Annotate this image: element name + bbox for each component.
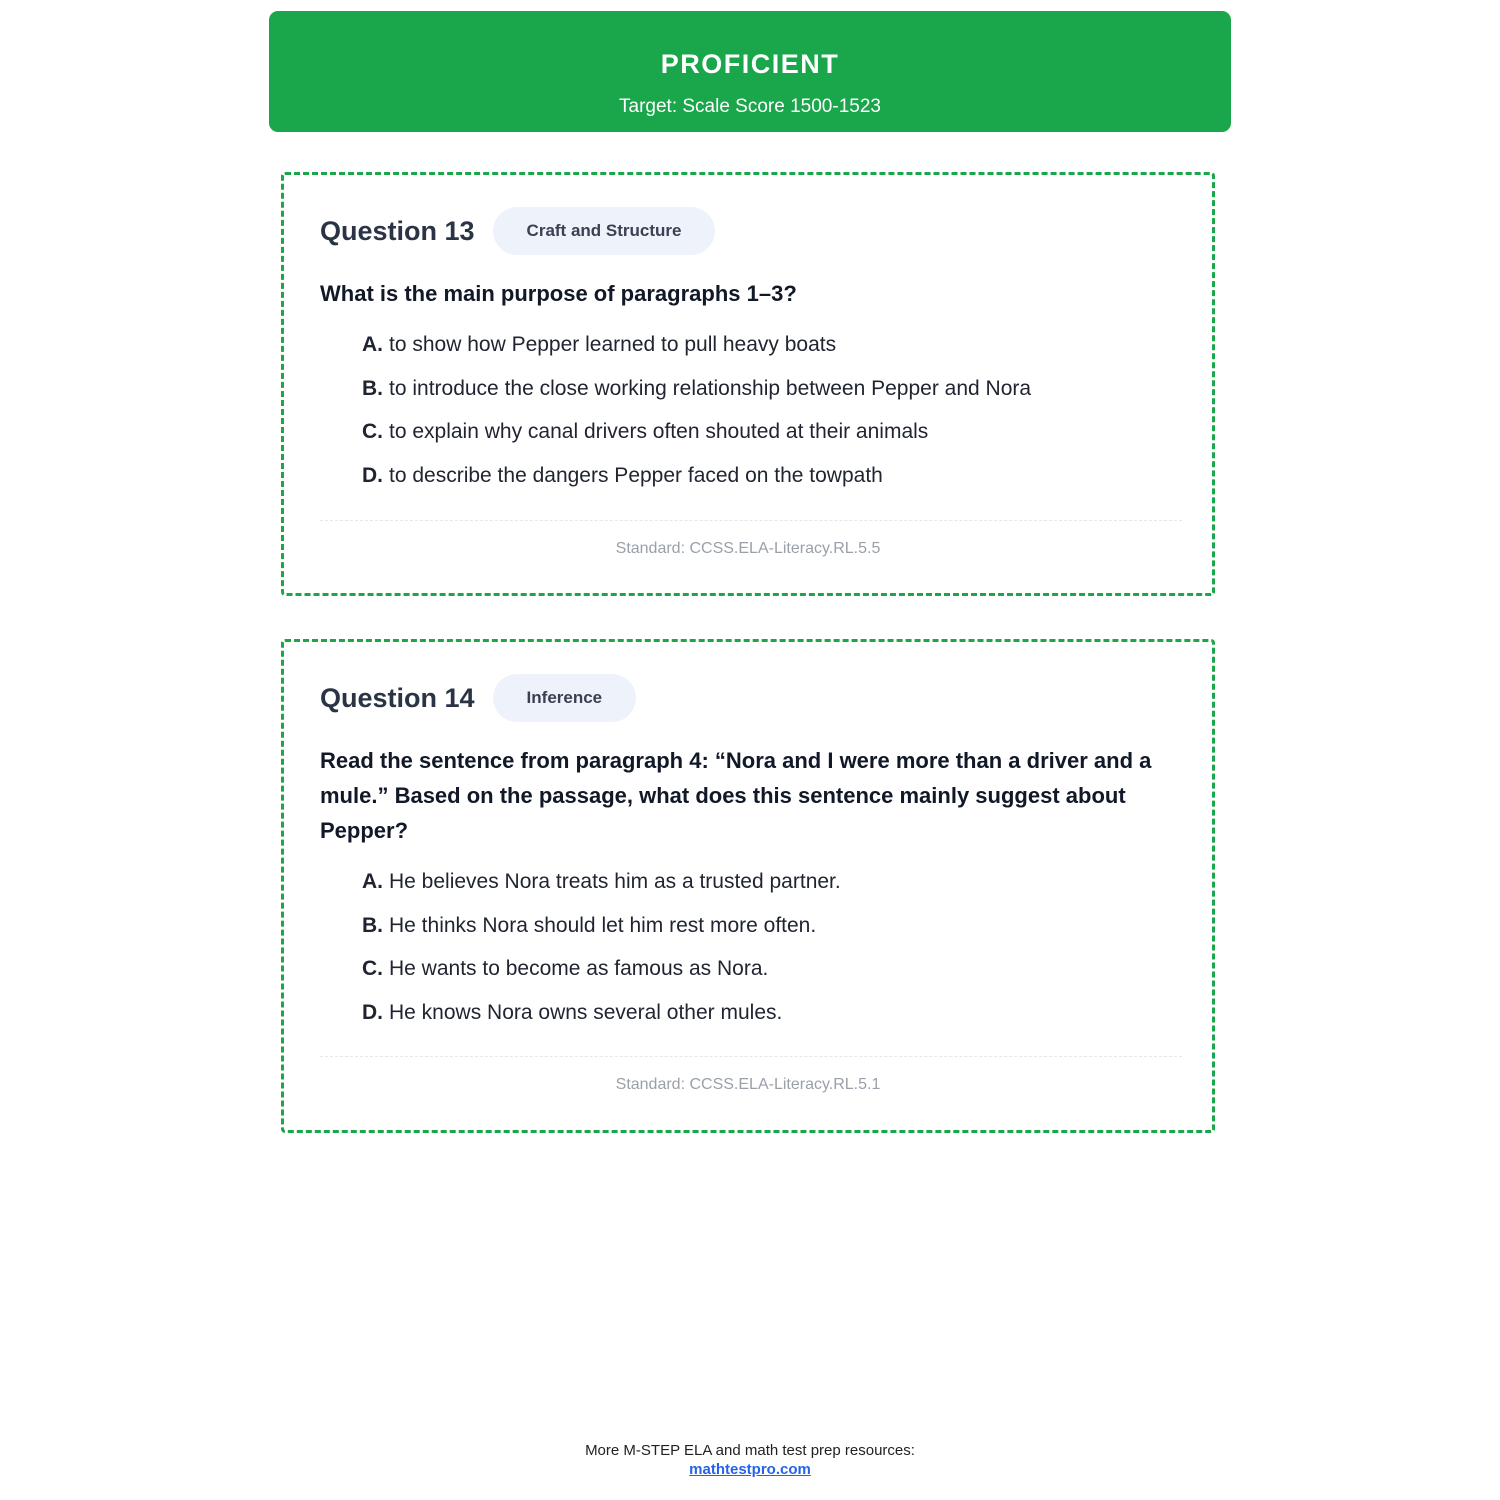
question-header [320, 674, 636, 722]
option-text: to explain why canal drivers often shouted at their animals [389, 420, 929, 444]
option-letter: C. [362, 957, 383, 981]
option-text: He knows Nora owns several other mules. [389, 1001, 783, 1025]
option-letter: D. [362, 464, 383, 488]
option-text: to introduce the close working relationship between Pepper and Nora [389, 376, 1032, 400]
question-prompt: What is the main purpose of paragraphs 1–3? [320, 281, 797, 306]
answer-option-a[interactable] [362, 869, 841, 913]
option-text: He wants to become as famous as Nora. [389, 957, 769, 981]
option-text: to show how Pepper learned to pull heavy boats [389, 333, 837, 356]
question-header [320, 207, 715, 255]
divider [320, 1056, 1182, 1057]
question-card [281, 639, 1215, 1133]
option-letter: D. [362, 1001, 383, 1025]
question-prompt: Read the sentence from paragraph 4: “Nora and I were more than a driver and a mule.” Based on the passage, what does this sentence mainly suggest about Pepper? [320, 748, 1152, 843]
question-card [281, 172, 1215, 596]
option-letter: C. [362, 420, 383, 444]
answer-option-b[interactable] [362, 376, 1031, 420]
banner-subtitle: Target: Scale Score 1500-1523 [619, 96, 881, 117]
option-text: He believes Nora treats him as a trusted partner. [389, 870, 841, 893]
skill-tag: Inference [493, 674, 637, 722]
option-letter: A. [362, 870, 383, 893]
level-banner [269, 11, 1231, 132]
answer-option-a[interactable] [362, 332, 1031, 376]
footer-text: More M-STEP ELA and math test prep resources: [585, 1442, 915, 1459]
answer-option-d[interactable] [362, 463, 1031, 507]
answer-options [362, 332, 1031, 507]
banner-title: PROFICIENT [660, 49, 840, 79]
answer-option-b[interactable] [362, 913, 841, 957]
option-letter: B. [362, 376, 383, 400]
footer-link[interactable]: mathtestpro.com [689, 1461, 811, 1478]
question-number: Question 14 [320, 683, 475, 713]
footer [0, 1441, 1500, 1479]
option-text: to describe the dangers Pepper faced on the towpath [389, 464, 883, 488]
divider [320, 520, 1182, 521]
skill-tag: Craft and Structure [493, 207, 716, 255]
standard-label: Standard: CCSS.ELA-Literacy.RL.5.1 [615, 1076, 881, 1093]
answer-option-c[interactable] [362, 419, 1031, 463]
option-letter: A. [362, 333, 383, 356]
answer-option-c[interactable] [362, 956, 841, 1000]
question-number: Question 13 [320, 216, 475, 246]
answer-options [362, 869, 841, 1044]
option-letter: B. [362, 913, 383, 937]
option-text: He thinks Nora should let him rest more often. [389, 913, 817, 937]
standard-label: Standard: CCSS.ELA-Literacy.RL.5.5 [615, 540, 881, 557]
answer-option-d[interactable] [362, 1000, 841, 1044]
